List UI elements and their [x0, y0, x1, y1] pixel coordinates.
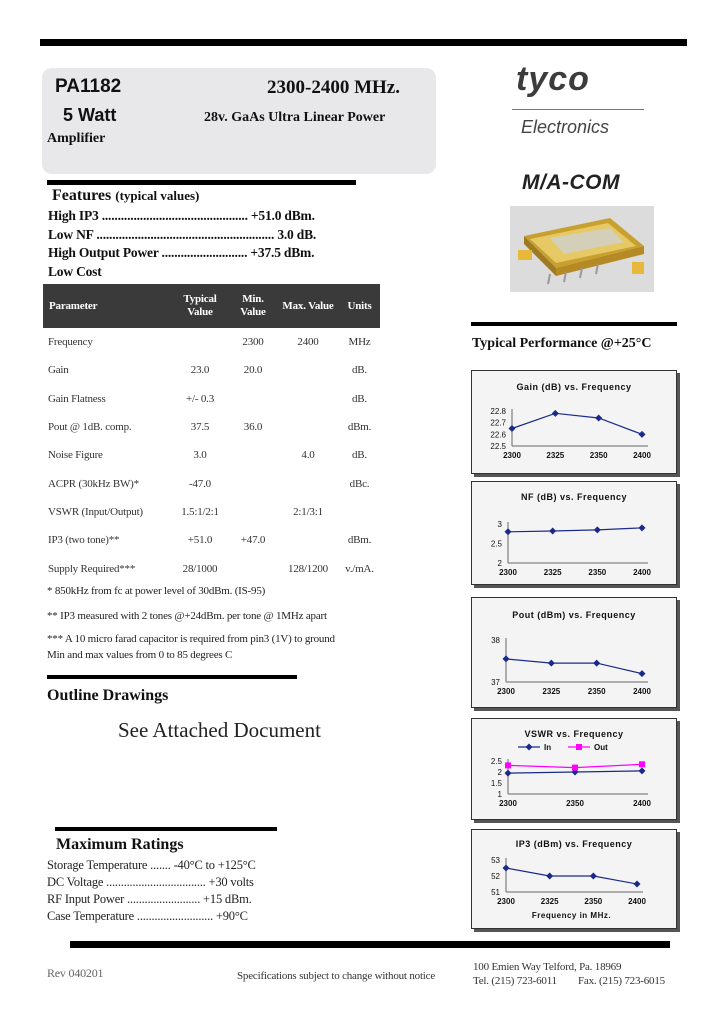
- x-tick-label: 2350: [566, 799, 584, 808]
- data-point: [639, 670, 646, 677]
- table-cell: -47.0: [189, 477, 211, 490]
- data-point: [548, 660, 555, 667]
- x-axis-label: Frequency in MHz.: [531, 911, 612, 920]
- pout-chart-plot: [472, 598, 678, 709]
- y-tick-label: 22.6: [490, 430, 506, 440]
- table-cell: v./mA.: [345, 562, 374, 575]
- top-rule: [40, 39, 687, 46]
- col-parameter: Parameter: [43, 284, 171, 328]
- vswr-chart-plot: [472, 719, 678, 821]
- rating-item: Case Temperature .......................... +90°C: [47, 909, 248, 923]
- table-cell: dB.: [352, 392, 367, 405]
- table-cell: dB.: [352, 364, 367, 377]
- data-point: [594, 526, 601, 533]
- ip3-chart-plot: [472, 830, 678, 930]
- data-point: [639, 431, 646, 438]
- table-row: [43, 441, 380, 469]
- table-cell: +51.0: [187, 534, 213, 547]
- rating-item: Storage Temperature ....... -40°C to +125°C: [47, 858, 256, 872]
- x-tick-label: 2350: [587, 687, 606, 696]
- table-cell: MHz: [348, 336, 371, 349]
- x-tick-label: 2350: [589, 451, 608, 460]
- col-min: Min. Value: [229, 284, 277, 328]
- tyco-logo: tyco: [516, 60, 590, 98]
- logo-divider: [512, 109, 644, 110]
- table-cell: IP3 (two tone)**: [48, 534, 120, 547]
- data-point: [505, 528, 512, 535]
- rating-item: RF Input Power ......................... +15 dBm.: [47, 892, 252, 906]
- data-point: [549, 528, 556, 535]
- x-tick-label: 2400: [628, 897, 646, 906]
- table-cell: 3.0: [193, 449, 207, 462]
- table-cell: [339, 498, 380, 526]
- spec-table: [43, 284, 380, 583]
- table-cell: Gain: [48, 364, 69, 377]
- x-tick-label: 2325: [543, 568, 562, 577]
- pout-chart: [471, 597, 677, 708]
- y-tick-label: 38: [491, 636, 500, 645]
- table-cell: +/- 0.3: [185, 392, 215, 405]
- chart-title: NF (dB) vs. Frequency: [520, 492, 627, 502]
- table-cell: Pout @ 1dB. comp.: [48, 421, 132, 434]
- x-tick-label: 2300: [503, 451, 521, 460]
- fax-number: Fax. (215) 723-6015: [578, 975, 665, 987]
- table-cell: 20.0: [243, 364, 263, 377]
- footnote: *** A 10 micro farad capacitor is required from pin3 (1V) to ground: [47, 633, 335, 645]
- table-row: [43, 498, 380, 526]
- y-tick-label: 53: [491, 856, 500, 865]
- legend-marker: [576, 744, 582, 750]
- table-cell: Frequency: [48, 336, 93, 349]
- series-line: [506, 868, 637, 884]
- y-tick-label: 22.8: [490, 407, 506, 416]
- x-tick-label: 2400: [633, 687, 651, 696]
- x-tick-label: 2300: [499, 568, 517, 577]
- x-tick-label: 2350: [584, 897, 603, 906]
- company-address: 100 Emien Way Telford, Pa. 18969: [473, 961, 622, 973]
- chart-title: IP3 (dBm) vs. Frequency: [515, 839, 633, 849]
- data-point: [593, 660, 600, 667]
- table-cell: 4.0: [301, 449, 315, 462]
- table-cell: [277, 385, 339, 413]
- chart-title: Gain (dB) vs. Frequency: [516, 382, 632, 392]
- table-cell: [229, 554, 277, 582]
- table-row: [43, 385, 380, 413]
- features-title: Features: [52, 187, 112, 204]
- ip3-chart: [471, 829, 677, 929]
- product-photo: [510, 206, 654, 292]
- nf-chart-plot: [472, 482, 678, 586]
- x-tick-label: 2350: [588, 568, 607, 577]
- table-row: [43, 554, 380, 582]
- x-tick-label: 2300: [497, 687, 515, 696]
- table-cell: 37.5: [190, 421, 210, 434]
- series-line: [512, 413, 642, 434]
- table-cell: Supply Required***: [48, 562, 136, 575]
- table-cell: dBm.: [347, 534, 372, 547]
- table-row: [43, 469, 380, 497]
- x-tick-label: 2325: [542, 687, 561, 696]
- data-point: [552, 410, 559, 417]
- outline-heading: Outline Drawings: [47, 687, 169, 704]
- chart-title: Pout (dBm) vs. Frequency: [512, 610, 636, 620]
- table-row: [43, 328, 380, 356]
- data-point: [509, 425, 516, 432]
- gain-chart: [471, 370, 677, 474]
- table-row: [43, 356, 380, 384]
- part-number: PA1182: [55, 76, 122, 97]
- table-cell: [229, 385, 277, 413]
- series-line: [508, 528, 642, 532]
- table-cell: 1.5:1/2:1: [181, 505, 219, 518]
- data-point: [503, 865, 510, 872]
- amplifier-module-image: [518, 218, 644, 284]
- data-point: [639, 767, 646, 774]
- performance-rule: [471, 322, 677, 326]
- table-cell: [277, 413, 339, 441]
- footnote: Min and max values from 0 to 85 degrees C: [47, 649, 233, 661]
- y-tick-label: 3: [497, 520, 502, 529]
- table-cell: 2:1/3:1: [293, 505, 323, 518]
- table-cell: dBc.: [349, 477, 370, 490]
- x-tick-label: 2300: [497, 897, 515, 906]
- feature-item: Low Cost: [48, 264, 102, 279]
- table-cell: 28/1000: [182, 562, 218, 575]
- x-tick-label: 2325: [540, 897, 559, 906]
- table-cell: VSWR (Input/Output): [48, 505, 143, 518]
- data-point: [546, 873, 553, 880]
- electronics-logo: Electronics: [521, 117, 610, 137]
- table-cell: 36.0: [243, 421, 263, 434]
- y-tick-label: 52: [491, 872, 500, 881]
- spec-disclaimer: Specifications subject to change without notice: [237, 970, 436, 982]
- table-cell: ACPR (30kHz BW)*: [48, 477, 139, 490]
- phone-number: Tel. (215) 723-6011: [473, 975, 557, 987]
- product-description: 28v. GaAs Ultra Linear Power: [204, 110, 386, 125]
- ratings-heading: Maximum Ratings: [56, 836, 184, 853]
- data-point: [572, 765, 578, 771]
- legend-label: In: [544, 743, 552, 752]
- data-point: [639, 761, 645, 767]
- table-cell: dBm.: [347, 421, 372, 434]
- data-point: [634, 881, 641, 888]
- table-cell: dB.: [352, 449, 367, 462]
- footnote: ** IP3 measured with 2 tones @+24dBm. per tone @ 1MHz apart: [47, 610, 327, 622]
- vswr-chart: [471, 718, 677, 820]
- nf-chart: [471, 481, 677, 585]
- table-cell: [229, 469, 277, 497]
- y-tick-label: 22.5: [490, 442, 506, 451]
- legend-marker: [526, 744, 533, 751]
- feature-item: High IP3 .............................................. +51.0 dBm.: [48, 208, 315, 223]
- y-tick-label: 2: [497, 559, 502, 568]
- features-heading: [52, 187, 199, 205]
- table-cell: [277, 526, 339, 554]
- table-cell: [229, 498, 277, 526]
- col-units: Units: [339, 284, 380, 328]
- feature-item: Low NF ........................................................ 3.0 dB.: [48, 227, 317, 242]
- table-cell: 2400: [297, 336, 319, 349]
- chart-title: VSWR vs. Frequency: [524, 729, 624, 739]
- table-cell: +47.0: [240, 534, 266, 547]
- col-typical: Typical Value: [171, 284, 229, 328]
- data-point: [503, 655, 510, 662]
- data-point: [639, 524, 646, 531]
- revision: Rev 040201: [47, 966, 104, 980]
- y-tick-label: 1.5: [490, 779, 502, 788]
- performance-heading: Typical Performance @+25°C: [472, 336, 652, 351]
- data-point: [505, 770, 512, 777]
- data-point: [590, 873, 597, 880]
- data-point: [595, 415, 602, 422]
- gain-chart-plot: [472, 371, 678, 475]
- ratings-rule: [55, 827, 277, 831]
- table-cell: 128/1200: [288, 562, 328, 575]
- table-cell: Noise Figure: [48, 449, 103, 462]
- y-tick-label: 51: [491, 888, 500, 897]
- table-row: [43, 413, 380, 441]
- bottom-rule: [70, 941, 670, 948]
- x-tick-label: 2400: [633, 568, 651, 577]
- rating-item: DC Voltage .................................. +30 volts: [47, 875, 254, 889]
- legend-label: Out: [594, 743, 608, 752]
- x-tick-label: 2400: [633, 451, 651, 460]
- series-line: [506, 659, 642, 674]
- table-cell: [171, 328, 229, 356]
- table-cell: 23.0: [190, 364, 210, 377]
- y-tick-label: 37: [491, 678, 500, 687]
- table-cell: [277, 469, 339, 497]
- x-tick-label: 2300: [499, 799, 517, 808]
- y-tick-label: 22.7: [490, 418, 506, 428]
- macom-logo: M/A-COM: [522, 171, 620, 194]
- table-row: [43, 526, 380, 554]
- outline-reference: See Attached Document: [118, 718, 321, 742]
- table-cell: [277, 356, 339, 384]
- product-description-cont: Amplifier: [47, 131, 106, 146]
- table-cell: Gain Flatness: [48, 392, 106, 405]
- power-rating: 5 Watt: [63, 105, 117, 125]
- table-cell: 2300: [242, 336, 264, 349]
- y-tick-label: 2.5: [490, 539, 502, 549]
- y-tick-label: 2.5: [490, 757, 502, 766]
- footnote: * 850kHz from fc at power level of 30dBm. (IS-95): [47, 585, 266, 597]
- features-note: (typical values): [115, 188, 200, 203]
- spec-table-header: [43, 284, 380, 328]
- y-tick-label: 1: [497, 790, 502, 799]
- x-tick-label: 2325: [546, 451, 565, 460]
- x-tick-label: 2400: [633, 799, 651, 808]
- data-point: [505, 762, 511, 768]
- frequency-range: 2300-2400 MHz.: [267, 77, 400, 98]
- feature-item: High Output Power ........................... +37.5 dBm.: [48, 245, 315, 260]
- table-cell: [229, 441, 277, 469]
- outline-rule: [47, 675, 297, 679]
- y-tick-label: 2: [497, 768, 502, 777]
- col-max: Max. Value: [277, 284, 339, 328]
- features-rule: [47, 180, 356, 185]
